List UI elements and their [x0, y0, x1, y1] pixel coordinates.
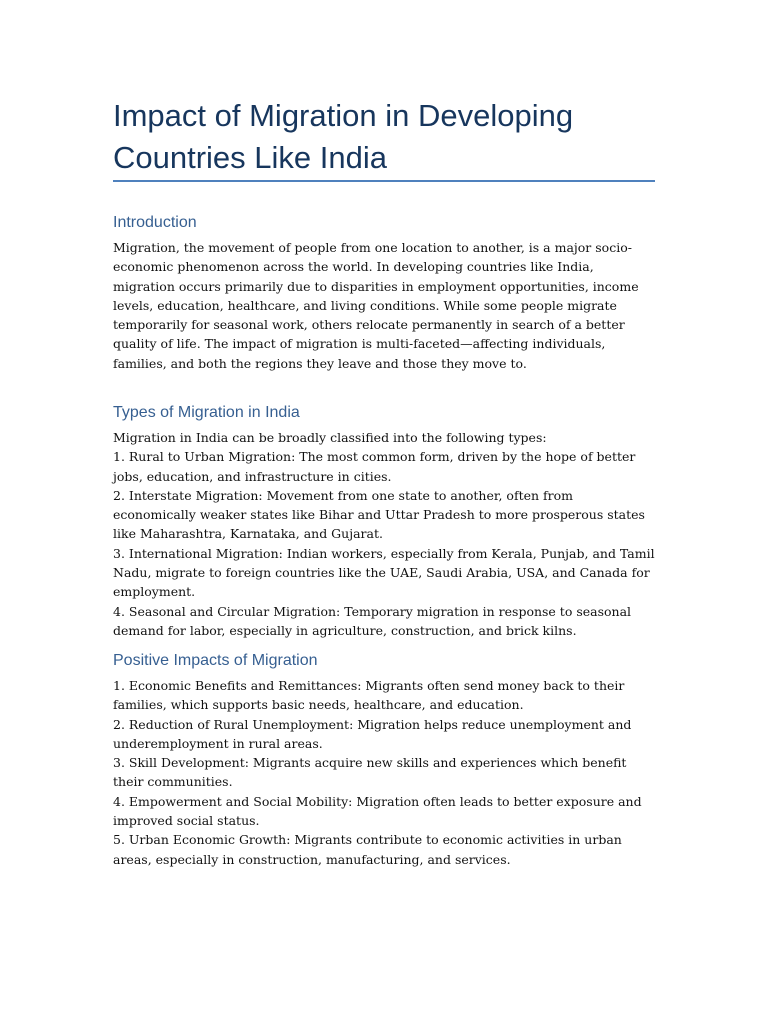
list-item: 3. Skill Development: Migrants acquire new skills and experiences which benefit their communities. — [113, 755, 627, 790]
types-intro-paragraph: Migration in India can be broadly classified into the following types: — [113, 430, 547, 445]
types-section — [113, 402, 655, 640]
document-title: Impact of Migration in Developing Countries Like India — [113, 98, 574, 175]
list-item: 2. Reduction of Rural Unemployment: Migration helps reduce unemployment and underemployment in rural areas. — [113, 716, 632, 751]
list-item: 1. Economic Benefits and Remittances: Migrants often send money back to their families, which supports basic needs, healthcare, and education. — [113, 678, 625, 713]
title-underline — [113, 180, 655, 182]
list-item: 2. Interstate Migration: Movement from one state to another, often from economically weaker states like Bihar and Uttar Pradesh to more prosperous states like Maharashtra, Karnataka, and Gujarat. — [113, 487, 645, 542]
list-item: 1. Rural to Urban Migration: The most common form, driven by the hope of better jobs, education, and infrastructure in cities. — [113, 449, 636, 484]
list-item: 3. International Migration: Indian workers, especially from Kerala, Punjab, and Tamil Nadu, migrate to foreign countries like the UAE, Saudi Arabia, USA, and Canada for employment. — [113, 545, 655, 600]
list-item: 5. Urban Economic Growth: Migrants contribute to economic activities in urban areas, especially in construction, manufacturing, and services. — [113, 832, 622, 867]
introduction-section — [113, 212, 655, 373]
section-heading: Introduction — [113, 214, 197, 231]
list-item: 4. Seasonal and Circular Migration: Temporary migration in response to seasonal demand for labor, especially in agriculture, construction, and brick kilns. — [113, 603, 632, 638]
section-heading: Types of Migration in India — [113, 404, 300, 421]
introduction-paragraph: Migration, the movement of people from one location to another, is a major socio-economic phenomenon across the world. In developing countries like India, migration occurs primarily due to disparities in employment opportunities, income levels, education, healthcare, and living conditions. While some people migrate temporarily for seasonal work, others relocate permanently in search of a better quality of life. The impact of migration is multi-faceted—affecting individuals, families, and both the regions they leave and those they move to. — [113, 240, 639, 371]
list-item: 4. Empowerment and Social Mobility: Migration often leads to better exposure and improved social status. — [113, 793, 642, 829]
section-heading: Positive Impacts of Migration — [113, 652, 318, 669]
positive-impacts-section — [113, 650, 655, 869]
